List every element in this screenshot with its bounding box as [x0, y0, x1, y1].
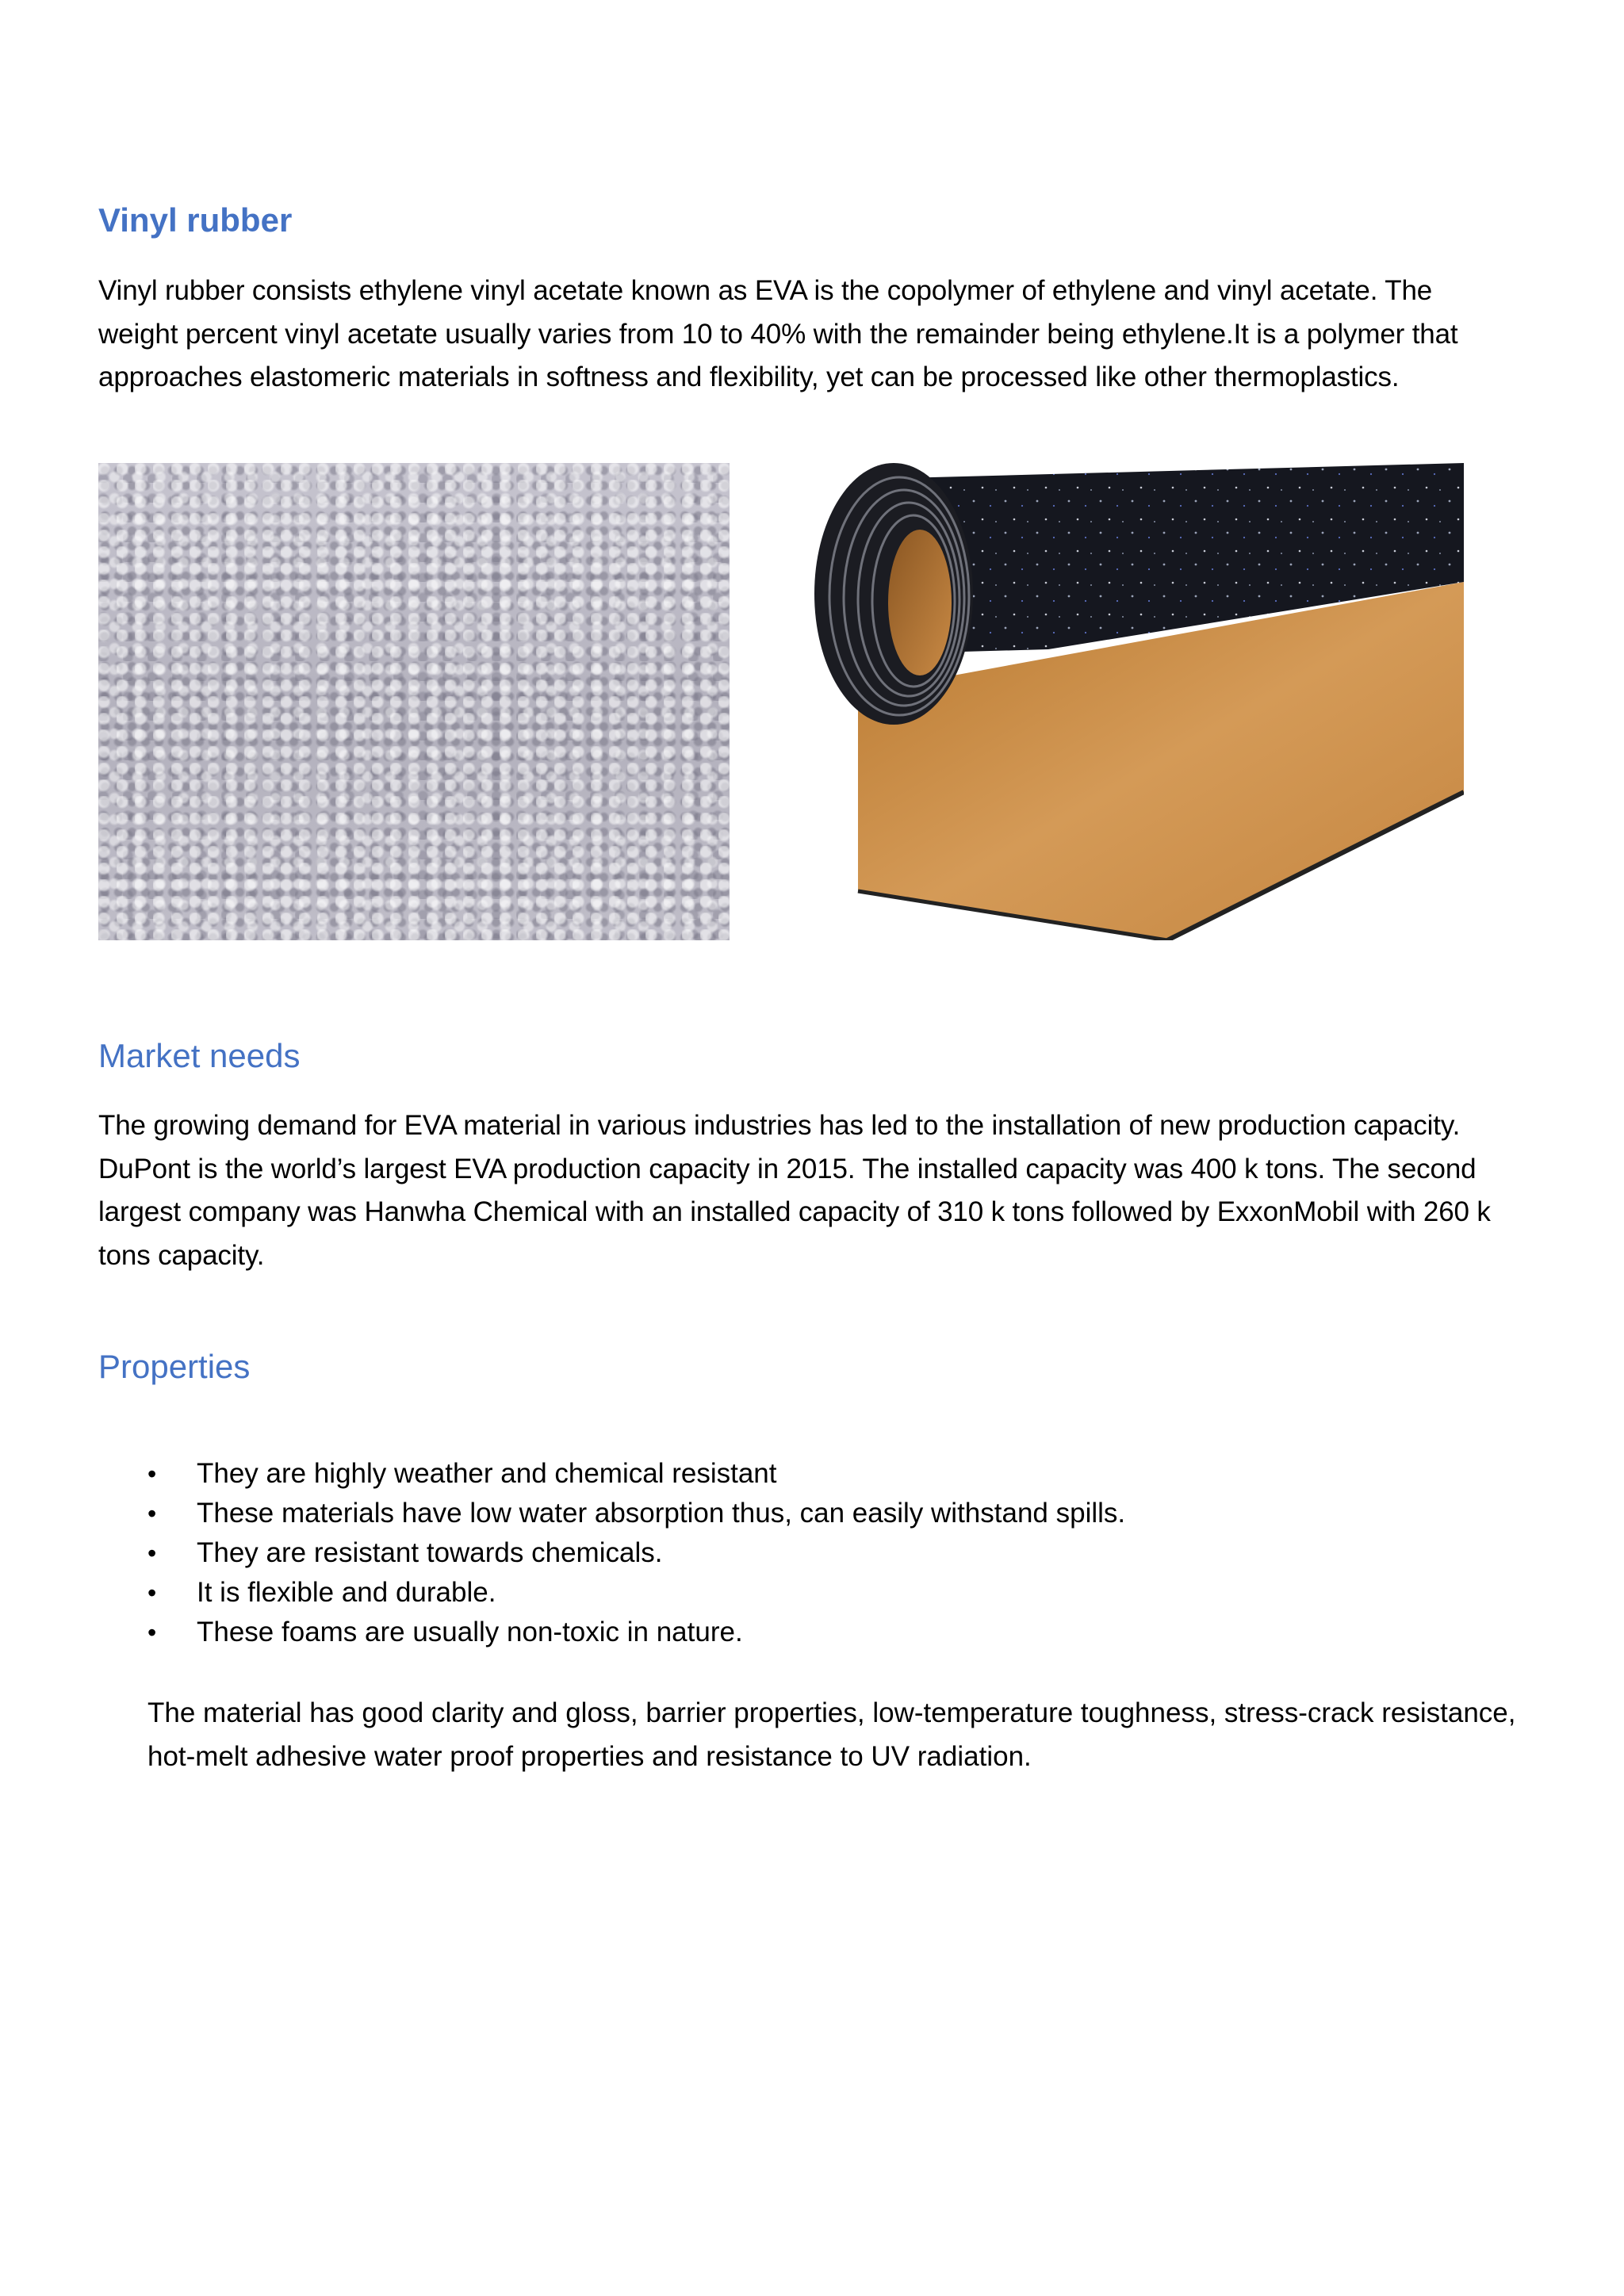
- foam-texture-image: [98, 463, 730, 940]
- paragraph-properties-closing: The material has good clarity and gloss, barrier properties, low-temperature toughness, stress-crack resistance, hot-melt adhesive water proof properties and resistance to UV radiation.: [147, 1697, 1516, 1772]
- list-item: • It is flexible and durable.: [98, 1573, 1518, 1613]
- document-page: [98, 0, 1518, 2296]
- paragraph-vinyl-rubber: Vinyl rubber consists ethylene vinyl acetate known as EVA is the copolymer of ethylene and vinyl acetate. The weight percent vinyl acetate usually varies from 10 to 40% with the remainder being ethylene.It is a polymer that approaches elastomeric materials in softness and flexibility, yet can be processed like other thermoplastics.: [98, 275, 1458, 392]
- heading-vinyl-rubber: Vinyl rubber: [98, 201, 293, 239]
- list-item: • They are resistant towards chemicals.: [98, 1533, 1518, 1573]
- bullet-icon: •: [147, 1578, 157, 1607]
- rubber-roll-image: [810, 463, 1464, 940]
- image-row: [98, 463, 1518, 940]
- properties-list: [98, 1454, 1518, 1652]
- list-item: • These foams are usually non-toxic in nature.: [98, 1613, 1518, 1652]
- rubber-roll-illustration: [810, 463, 1464, 940]
- bullet-icon: •: [147, 1539, 157, 1567]
- bullet-icon: •: [147, 1460, 157, 1488]
- list-item: • These materials have low water absorption thus, can easily withstand spills.: [98, 1494, 1518, 1533]
- paragraph-market-needs: The growing demand for EVA material in various industries has led to the installation of new production capacity. DuPont is the world’s largest EVA production capacity in 2015. The installed capacity was 400 k tons. The second largest company was Hanwha Chemical with an installed capacity of 310 k tons followed by ExxonMobil with 260 k tons capacity.: [98, 1110, 1491, 1271]
- heading-market-needs: Market needs: [98, 1037, 301, 1074]
- heading-properties: Properties: [98, 1348, 251, 1385]
- bullet-icon: •: [147, 1618, 157, 1647]
- bullet-icon: •: [147, 1499, 157, 1528]
- list-item: • They are highly weather and chemical resistant: [98, 1454, 1518, 1494]
